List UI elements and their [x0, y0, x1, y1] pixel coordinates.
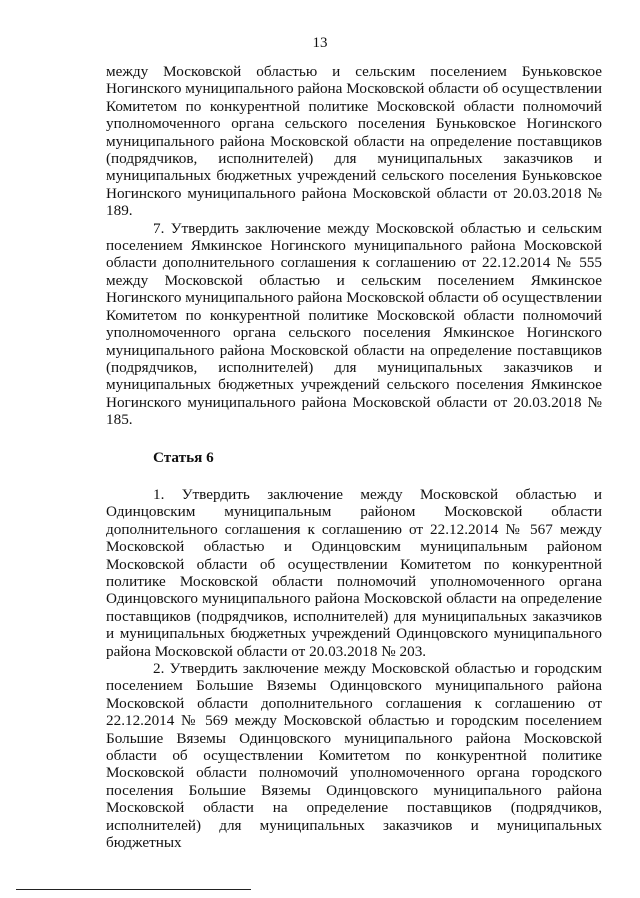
footnote-divider: [16, 889, 251, 890]
article-item-2: 2. Утвердить заключение между Московской областью и городским поселением Большие Вяземы Одинцовского муниципального района Московской области дополнительного соглашения к соглашению от 22.12.2014 № 569 между Московской областью и городским поселением Большие Вяземы Одинцовского муниципального района Московской области об осуществлении Комитетом по конкурентной политике Московской области полномочий уполномоченного органа городского поселения Большие Вяземы Одинцовского муниципального района Московской области на определение поставщиков (подрядчиков, исполнителей) для муниципальных заказчиков и муниципальных бюджетных: [106, 660, 602, 852]
article-heading: Статья 6: [153, 448, 214, 466]
paragraph-continuation: между Московской областью и сельским поселением Буньковское Ногинского муниципального района Московской области об осуществлении Комитетом по конкурентной политике Московской области полномочий уполномоченного органа сельского поселения Буньковское Ногинского муниципального района Московской области на определение поставщиков (подрядчиков, исполнителей) для муниципальных заказчиков и муниципальных бюджетных учреждений сельского поселения Буньковское Ногинского муниципального района Московской области от 20.03.2018 № 189.: [106, 63, 602, 220]
page-number: 13: [312, 35, 328, 51]
document-body: [106, 63, 602, 851]
article-item-1: 1. Утвердить заключение между Московской областью и Одинцовским муниципальным районом Московской области дополнительного соглашения к соглашению от 22.12.2014 № 567 между Московской областью и Одинцовским муниципальным районом Московской области об осуществлении Комитетом по конкурентной политике Московской области полномочий уполномоченного органа Одинцовского муниципального района Московской области на определение поставщиков (подрядчиков, исполнителей) для муниципальных заказчиков и муниципальных бюджетных учреждений Одинцовского муниципального района Московской области от 20.03.2018 № 203.: [106, 485, 602, 660]
paragraph-item-7: 7. Утвердить заключение между Московской областью и сельским поселением Ямкинское Ногинского муниципального района Московской области дополнительного соглашения к соглашению от 22.12.2014 № 555 между Московской областью и сельским поселением Ямкинское Ногинского муниципального района Московской области об осуществлении Комитетом по конкурентной политике Московской области полномочий уполномоченного органа сельского поселения Ямкинское Ногинского муниципального района Московской области на определение поставщиков (подрядчиков, исполнителей) для муниципальных заказчиков и муниципальных бюджетных учреждений сельского поселения Ямкинское Ногинского муниципального района Московской области от 20.03.2018 № 185.: [106, 219, 602, 429]
